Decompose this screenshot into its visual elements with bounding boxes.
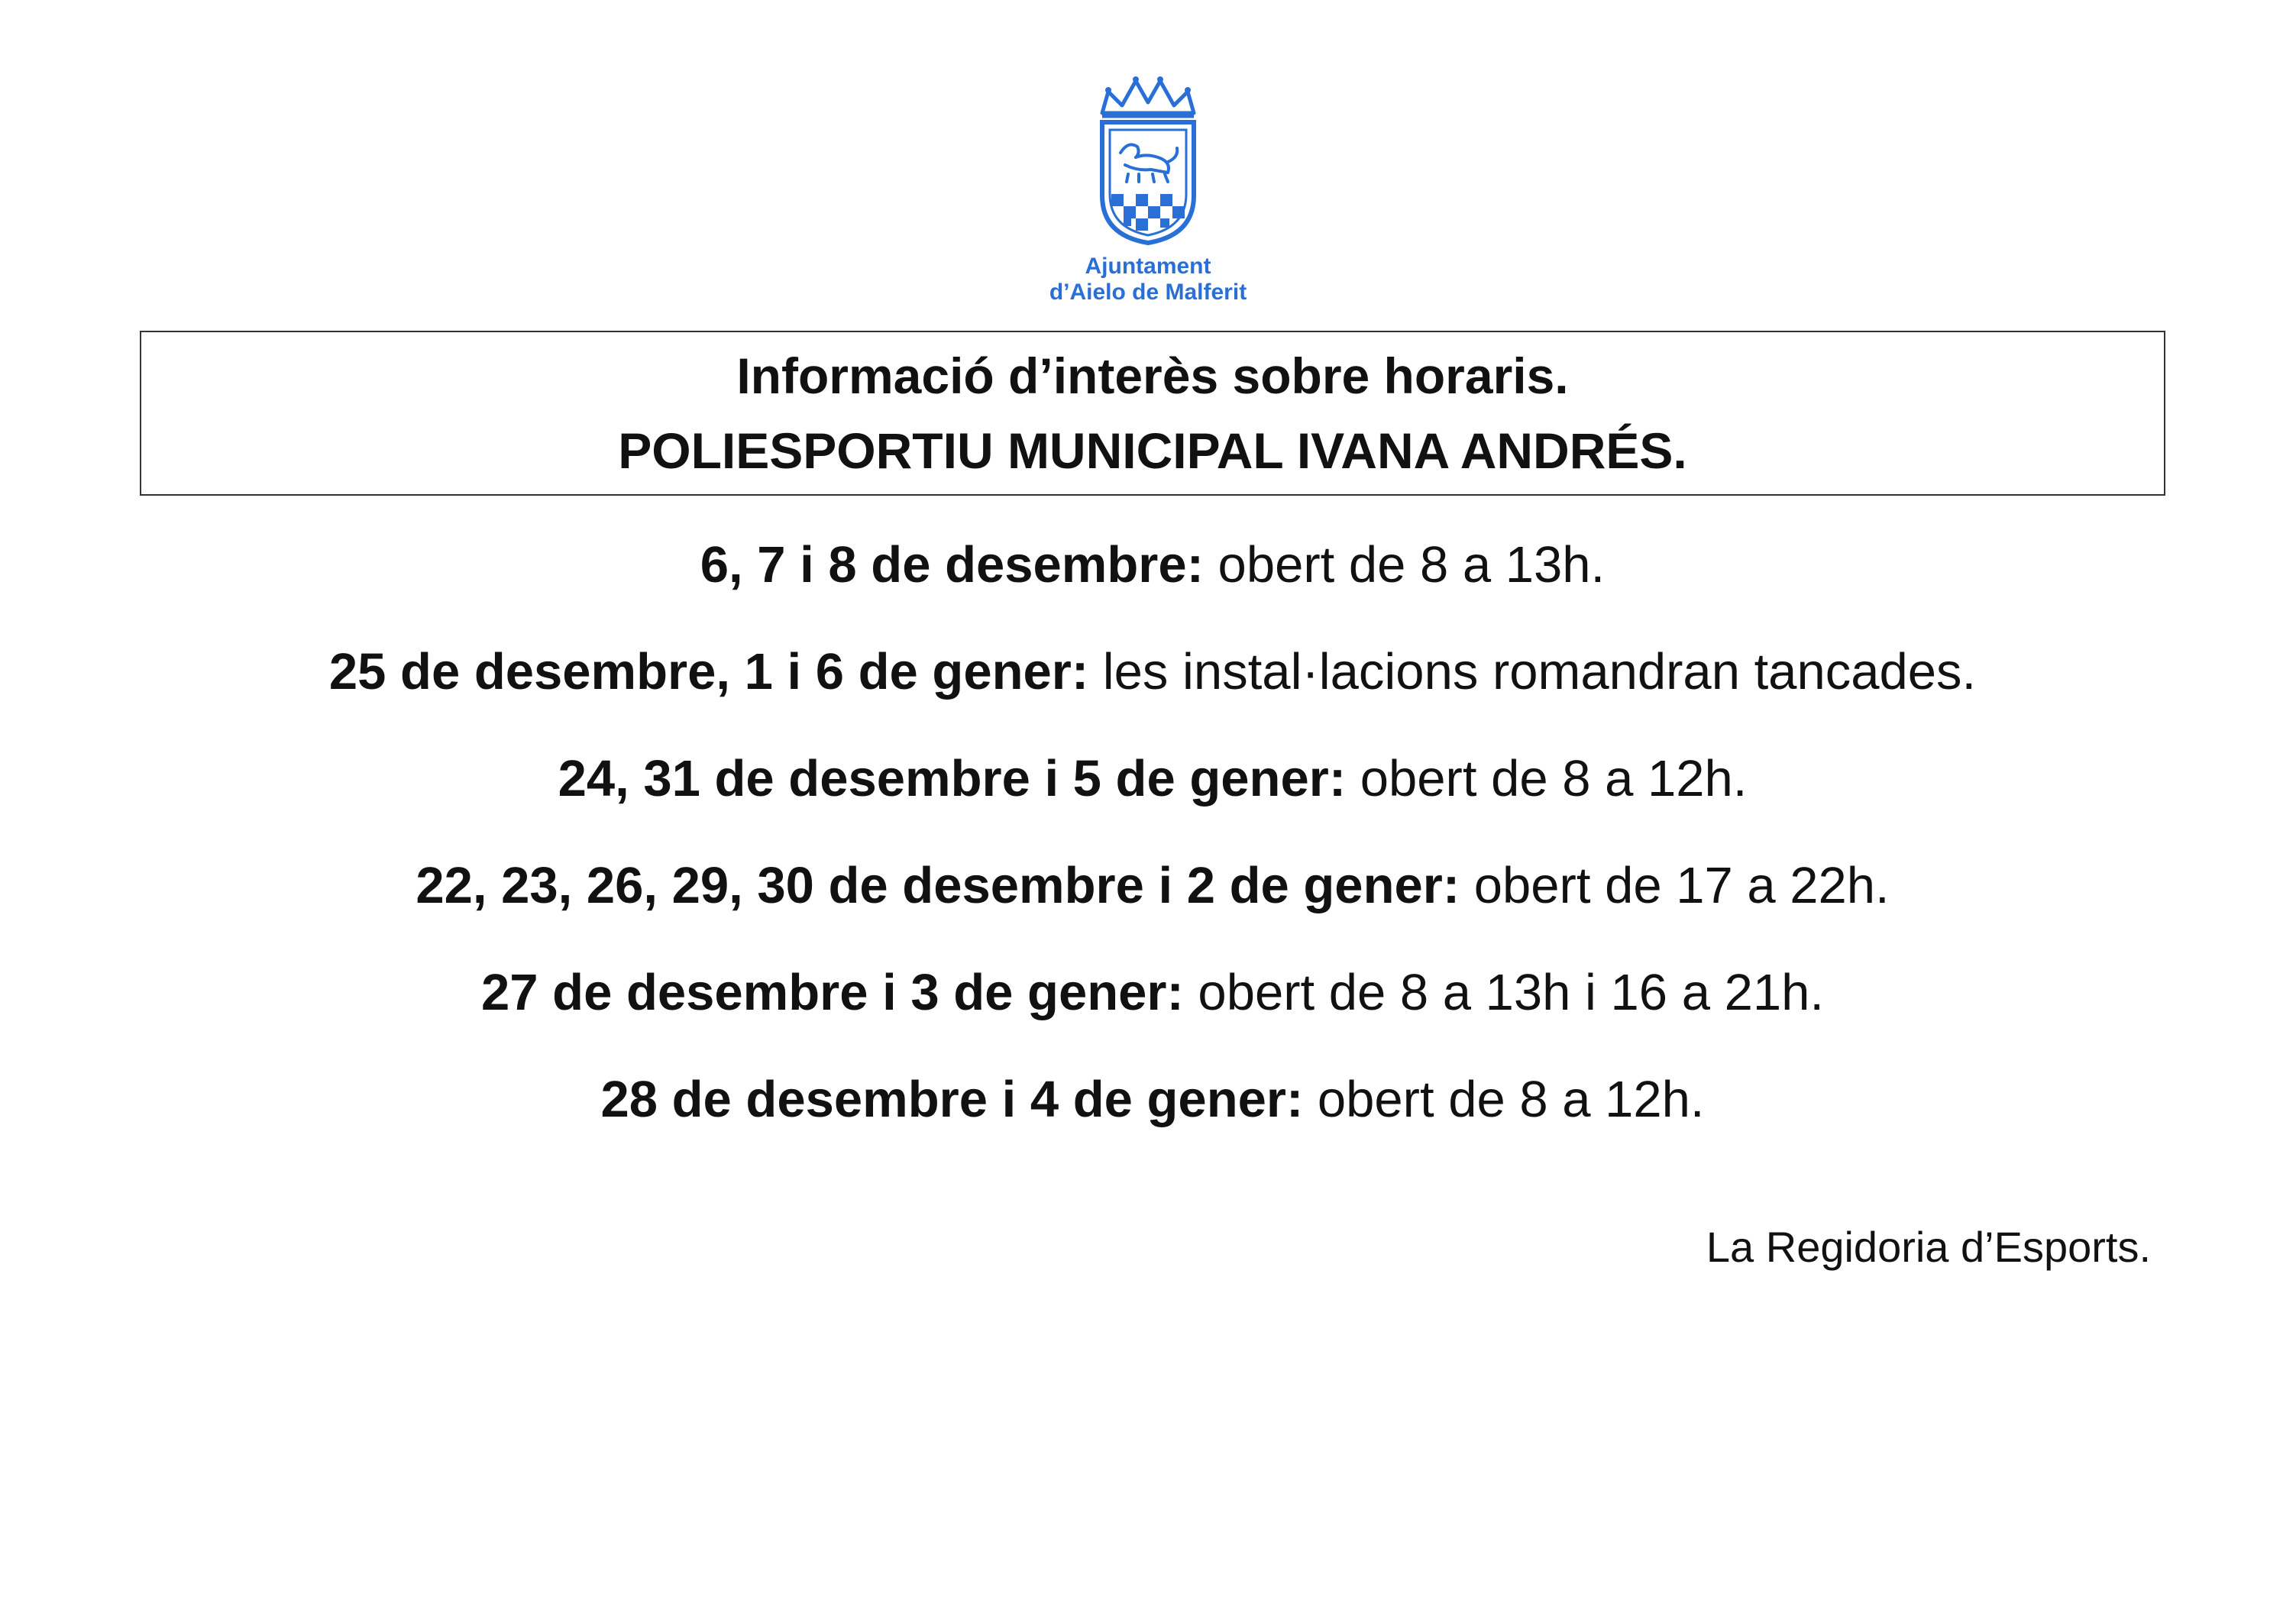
schedule-detail: obert de 8 a 13h.	[1203, 536, 1606, 593]
title-line-2: POLIESPORTIU MUNICIPAL IVANA ANDRÉS.	[618, 422, 1687, 479]
schedule-detail: obert de 8 a 12h.	[1303, 1071, 1705, 1128]
title-box	[140, 331, 2165, 496]
schedule-dates: 24, 31 de desembre i 5 de gener:	[558, 750, 1347, 807]
schedule-dates: 25 de desembre, 1 i 6 de gener:	[328, 643, 1089, 700]
schedule-list	[140, 535, 2165, 1176]
logo-text-ajuntament: Ajuntament	[1085, 254, 1211, 279]
schedule-item	[140, 642, 2165, 703]
schedule-detail: les instal·lacions romandran tancades.	[1088, 643, 1977, 700]
schedule-dates: 22, 23, 26, 29, 30 de desembre i 2 de gener:	[416, 857, 1460, 914]
schedule-detail: obert de 8 a 13h i 16 a 21h.	[1183, 964, 1824, 1021]
schedule-dates: 6, 7 i 8 de desembre:	[700, 536, 1204, 593]
schedule-item	[140, 855, 2165, 917]
schedule-item	[140, 748, 2165, 810]
schedule-item	[140, 1069, 2165, 1130]
logo-text-municipality: d’Aielo de Malferit	[1049, 280, 1247, 305]
schedule-detail: obert de 8 a 12h.	[1346, 750, 1748, 807]
schedule-dates: 27 de desembre i 3 de gener:	[481, 964, 1184, 1021]
title-line-1: Informació d’interès sobre horaris.	[736, 348, 1569, 404]
schedule-detail: obert de 17 a 22h.	[1460, 857, 1890, 914]
schedule-dates: 28 de desembre i 4 de gener:	[600, 1071, 1304, 1128]
coat-of-arms-icon	[1095, 73, 1201, 247]
signature: La Regidoria d’Esports.	[1706, 1223, 2151, 1271]
schedule-item	[140, 535, 2165, 596]
schedule-item	[140, 962, 2165, 1023]
municipal-logo	[1033, 73, 1263, 310]
